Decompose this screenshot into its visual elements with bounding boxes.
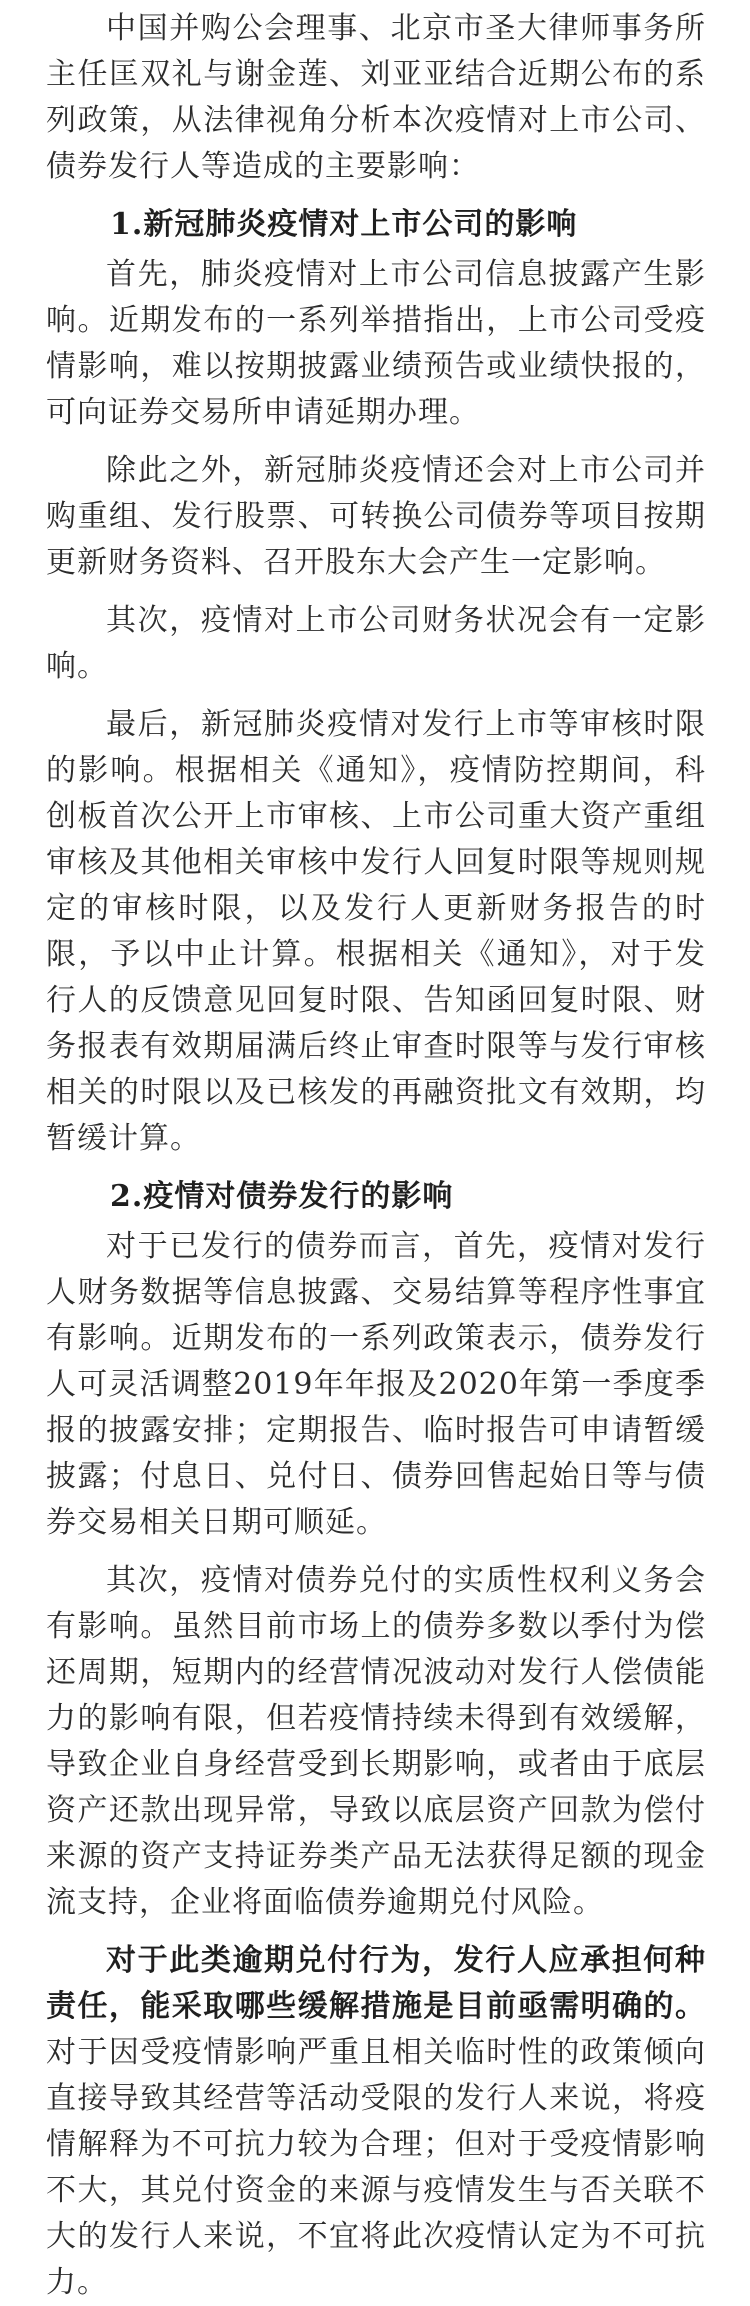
paragraph-continuation: 对于因受疫情影响严重且相关临时性的政策倾向直接导致其经营等活动受限的发行人来说，将疫情解释为不可抗力较为合理；但对于受疫情影响不大，其兑付资金的来源与疫情发生与否关联不大的发行人来说，不宜将此次疫情认定为不可抗力。 [46,2035,706,2300]
section-2-heading: 2.疫情对债券发行的影响 [110,1179,454,1214]
section-1-paragraph-1: 首先，肺炎疫情对上市公司信息披露产生影响。近期发布的一系列举措指出，上市公司受疫情影响，难以按期披露业绩预告或业绩快报的，可向证券交易所申请延期办理。 [46,257,706,430]
section-2-paragraph-1: 对于已发行的债券而言，首先，疫情对发行人财务数据等信息披露、交易结算等程序性事宜有影响。近期发布的一系列政策表示，债券发行人可灵活调整2019年年报及2020年第一季度季报的披露安排；定期报告、临时报告可申请暂缓披露；付息日、兑付日、债券回售起始日等与债券交易相关日期可顺延。 [46,1229,706,1540]
bold-lead-sentence: 对于此类逾期兑付行为，发行人应承担何种责任，能采取哪些缓解措施是目前亟需明确的。 [46,1943,706,2024]
section-2-paragraph-3 [46,1938,706,2306]
section-2-paragraph-2: 其次，疫情对债券兑付的实质性权利义务会有影响。虽然目前市场上的债券多数以季付为偿还周期，短期内的经营情况波动对发行人偿债能力的影响有限，但若疫情持续未得到有效缓解，导致企业自身经营受到长期影响，或者由于底层资产还款出现异常，导致以底层资产回款为偿付来源的资产支持证券类产品无法获得足额的现金流支持，企业将面临债券逾期兑付风险。 [46,1563,706,1920]
section-1-paragraph-3: 其次，疫情对上市公司财务状况会有一定影响。 [46,603,706,684]
section-1-heading: 1.新冠肺炎疫情对上市公司的影响 [110,207,578,242]
section-1-paragraph-4: 最后，新冠肺炎疫情对发行上市等审核时限的影响。根据相关《通知》，疫情防控期间，科创板首次公开上市审核、上市公司重大资产重组审核及其他相关审核中发行人回复时限等规则规定的审核时限，以及发行人更新财务报告的时限，予以中止计算。根据相关《通知》，对于发行人的反馈意见回复时限、告知函回复时限、财务报表有效期届满后终止审查时限等与发行审核相关的时限以及已核发的再融资批文有效期，均暂缓计算。 [46,707,706,1156]
section-1-paragraph-2: 除此之外，新冠肺炎疫情还会对上市公司并购重组、发行股票、可转换公司债券等项目按期更新财务资料、召开股东大会产生一定影响。 [46,453,706,580]
intro-paragraph: 中国并购公会理事、北京市圣大律师事务所主任匡双礼与谢金莲、刘亚亚结合近期公布的系列政策，从法律视角分析本次疫情对上市公司、债券发行人等造成的主要影响： [46,11,706,184]
